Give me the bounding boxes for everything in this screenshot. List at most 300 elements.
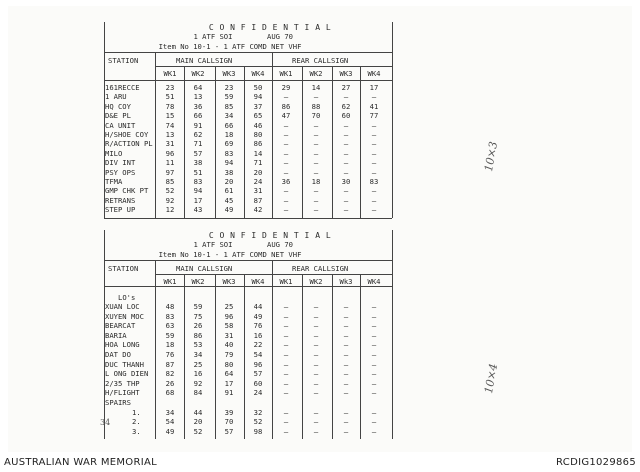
table-column-rule	[104, 230, 105, 439]
callsign-value: —	[313, 186, 319, 196]
callsign-value: 82	[165, 369, 175, 379]
callsign-value: —	[343, 330, 349, 340]
callsign-value: 41	[369, 101, 379, 111]
callsign-value: 49	[224, 205, 234, 215]
station-name: DUC THANH	[105, 359, 144, 369]
callsign-value: 34	[224, 111, 234, 121]
callsign-value: 92	[165, 195, 175, 205]
handwritten-page-number: 34	[100, 418, 111, 427]
callsign-value: —	[343, 195, 349, 205]
callsign-value: 76	[253, 321, 263, 331]
callsign-value: 29	[281, 83, 291, 92]
callsign-value: 76	[165, 350, 175, 359]
week-header: WK2	[309, 277, 323, 286]
callsign-value: 36	[281, 177, 291, 186]
callsign-value: 26	[165, 378, 175, 388]
callsign-value: 53	[193, 340, 203, 350]
table-column-rule	[215, 274, 216, 439]
callsign-value: 14	[311, 83, 321, 92]
week-header: WK4	[367, 69, 381, 78]
callsign-value: —	[313, 148, 319, 158]
station-name: L ONG DIEN	[105, 369, 149, 379]
callsign-value: —	[313, 158, 319, 168]
callsign-value: 31	[253, 186, 263, 196]
callsign-value: 85	[224, 101, 234, 111]
callsign-value: —	[343, 148, 349, 158]
callsign-value: 87	[253, 195, 263, 205]
main-callsign-header: MAIN CALLSIGN	[176, 56, 233, 65]
callsign-value: 57	[224, 426, 234, 436]
station-name: D&E PL	[105, 111, 131, 121]
station-name: 2/35 THP	[105, 378, 140, 388]
callsign-value: 46	[253, 120, 263, 130]
callsign-value: 83	[369, 177, 379, 186]
station-name: MILO	[105, 148, 123, 158]
table-column-rule	[155, 52, 156, 218]
callsign-value: 48	[165, 302, 175, 311]
callsign-value: 43	[193, 205, 203, 215]
callsign-value: 86	[281, 101, 291, 111]
table-column-rule	[104, 22, 105, 218]
callsign-value: —	[371, 340, 377, 350]
station-name: PSY OPS	[105, 167, 136, 177]
callsign-value: —	[371, 378, 377, 388]
callsign-value: 31	[224, 330, 234, 340]
callsign-value: —	[371, 195, 377, 205]
callsign-value: —	[283, 130, 289, 139]
week-header: WK1	[163, 277, 177, 286]
week-header: WK3	[222, 69, 236, 78]
callsign-value: —	[283, 359, 289, 369]
callsign-value: 40	[224, 340, 234, 350]
table-column-rule	[184, 66, 185, 218]
callsign-value: —	[313, 130, 319, 139]
callsign-value: —	[371, 407, 377, 417]
rear-callsign-header: REAR CALLSIGN	[292, 264, 349, 273]
callsign-value: 31	[165, 139, 175, 149]
station-name: H/FLIGHT	[105, 388, 140, 398]
callsign-value: —	[371, 139, 377, 149]
callsign-value: —	[283, 92, 289, 102]
callsign-value: 26	[193, 321, 203, 331]
callsign-value: —	[343, 350, 349, 359]
table-title: C O N F I D E N T I A L	[208, 23, 332, 32]
table-column-rule	[272, 260, 273, 439]
callsign-value: —	[313, 407, 319, 417]
callsign-value: —	[283, 205, 289, 215]
callsign-value: 75	[193, 311, 203, 321]
callsign-value: 22	[253, 340, 263, 350]
station-name: 161RECCE	[105, 83, 140, 92]
callsign-value: 96	[165, 148, 175, 158]
callsign-value: —	[313, 92, 319, 102]
table-column-rule	[184, 274, 185, 439]
callsign-value: 61	[224, 186, 234, 196]
callsign-value: 78	[165, 101, 175, 111]
callsign-value: —	[313, 350, 319, 359]
callsign-value: 38	[224, 167, 234, 177]
footer-bar	[0, 452, 640, 472]
callsign-value: —	[343, 426, 349, 436]
callsign-value: 27	[341, 83, 351, 92]
rear-callsign-header: REAR CALLSIGN	[292, 56, 349, 65]
callsign-value: 39	[224, 407, 234, 417]
station-name: HQ COY	[105, 101, 131, 111]
callsign-value: —	[371, 302, 377, 311]
callsign-value: 63	[165, 321, 175, 331]
callsign-value: 36	[193, 101, 203, 111]
callsign-value: —	[371, 426, 377, 436]
callsign-value: 69	[224, 139, 234, 149]
callsign-value: 94	[224, 158, 234, 168]
callsign-value: 47	[281, 111, 291, 121]
table-item-line: Item No 10-1 - 1 ATF COMD NET VHF	[158, 250, 302, 259]
week-header: WK2	[309, 69, 323, 78]
table-column-rule	[272, 52, 273, 218]
callsign-value: 57	[253, 369, 263, 379]
callsign-value: 51	[193, 167, 203, 177]
week-header: WK1	[163, 69, 177, 78]
station-name: 1.	[132, 407, 141, 417]
callsign-value: 23	[224, 83, 234, 92]
lo-subheading: LO's	[118, 293, 136, 302]
callsign-value: —	[343, 186, 349, 196]
callsign-value: —	[283, 417, 289, 427]
callsign-value: 38	[193, 158, 203, 168]
callsign-value: 62	[193, 130, 203, 139]
callsign-value: —	[371, 205, 377, 215]
callsign-value: 18	[165, 340, 175, 350]
week-header: WK4	[251, 277, 265, 286]
callsign-value: 91	[224, 388, 234, 398]
station-header: STATION	[108, 56, 139, 65]
callsign-value: —	[371, 167, 377, 177]
station-name: BARIA	[105, 330, 127, 340]
callsign-value: —	[283, 350, 289, 359]
callsign-value: 59	[193, 302, 203, 311]
callsign-value: —	[343, 407, 349, 417]
station-name: STEP UP	[105, 205, 136, 215]
callsign-value: —	[313, 195, 319, 205]
callsign-value: —	[371, 330, 377, 340]
callsign-value: 17	[193, 195, 203, 205]
station-name: RETRANS	[105, 195, 136, 205]
table-date: AUG 70	[267, 32, 293, 41]
callsign-value: 52	[165, 186, 175, 196]
week-header: WK4	[367, 277, 381, 286]
callsign-value: 64	[224, 369, 234, 379]
callsign-value: 58	[224, 321, 234, 331]
callsign-value: —	[313, 417, 319, 427]
callsign-value: —	[283, 407, 289, 417]
table-date: AUG 70	[267, 240, 293, 249]
callsign-value: 57	[193, 148, 203, 158]
table-column-rule	[244, 66, 245, 218]
callsign-value: —	[283, 186, 289, 196]
callsign-value: 24	[253, 388, 263, 398]
station-name: TFMA	[105, 177, 123, 186]
callsign-value: —	[371, 158, 377, 168]
callsign-value: 83	[224, 148, 234, 158]
callsign-value: 91	[193, 120, 203, 130]
table-column-rule	[360, 274, 361, 439]
table-column-rule	[215, 66, 216, 218]
callsign-value: 60	[253, 378, 263, 388]
callsign-value: —	[283, 311, 289, 321]
week-header: WK1	[279, 69, 293, 78]
callsign-value: —	[343, 311, 349, 321]
callsign-value: 14	[253, 148, 263, 158]
callsign-value: —	[343, 321, 349, 331]
callsign-value: 96	[253, 359, 263, 369]
callsign-value: 66	[193, 111, 203, 121]
callsign-value: —	[313, 426, 319, 436]
callsign-value: —	[313, 388, 319, 398]
week-header: WK1	[279, 277, 293, 286]
callsign-value: 88	[311, 101, 321, 111]
callsign-value: 70	[224, 417, 234, 427]
table-subtitle: 1 ATF SOI	[193, 32, 233, 41]
callsign-value: 71	[253, 158, 263, 168]
callsign-value: 66	[224, 120, 234, 130]
callsign-value: —	[313, 139, 319, 149]
callsign-value: —	[343, 369, 349, 379]
callsign-value: 70	[311, 111, 321, 121]
callsign-value: 94	[253, 92, 263, 102]
table-column-rule	[244, 274, 245, 439]
station-header: STATION	[108, 264, 139, 273]
callsign-value: 54	[253, 350, 263, 359]
callsign-value: —	[313, 378, 319, 388]
callsign-value: —	[371, 369, 377, 379]
callsign-value: —	[343, 92, 349, 102]
station-name: DIV INT	[105, 158, 136, 168]
callsign-value: —	[371, 92, 377, 102]
callsign-value: —	[313, 340, 319, 350]
callsign-value: —	[283, 426, 289, 436]
callsign-value: 20	[224, 177, 234, 186]
callsign-value: 60	[341, 111, 351, 121]
footer-record-id: RCDIG1029865	[556, 457, 636, 468]
station-name: CA UNIT	[105, 120, 136, 130]
callsign-value: 44	[193, 407, 203, 417]
callsign-value: —	[343, 359, 349, 369]
callsign-value: 52	[193, 426, 203, 436]
callsign-value: —	[313, 359, 319, 369]
callsign-value: —	[371, 359, 377, 369]
callsign-value: —	[343, 340, 349, 350]
table-column-rule	[332, 274, 333, 439]
callsign-value: —	[313, 369, 319, 379]
callsign-value: 42	[253, 205, 263, 215]
callsign-value: —	[313, 302, 319, 311]
callsign-value: 64	[193, 83, 203, 92]
callsign-value: —	[343, 130, 349, 139]
callsign-value: 44	[253, 302, 263, 311]
callsign-value: 23	[165, 83, 175, 92]
callsign-value: —	[343, 158, 349, 168]
callsign-value: 20	[193, 417, 203, 427]
callsign-value: —	[283, 120, 289, 130]
callsign-value: 83	[165, 311, 175, 321]
callsign-value: 18	[224, 130, 234, 139]
callsign-value: —	[343, 139, 349, 149]
callsign-value: 52	[253, 417, 263, 427]
callsign-value: 59	[224, 92, 234, 102]
callsign-value: —	[371, 321, 377, 331]
table-rule	[155, 274, 392, 275]
week-header: WK2	[191, 277, 205, 286]
callsign-value: 80	[253, 130, 263, 139]
main-callsign-header: MAIN CALLSIGN	[176, 264, 233, 273]
station-name: R/ACTION PL	[105, 139, 153, 149]
callsign-value: —	[371, 388, 377, 398]
table-column-rule	[155, 260, 156, 439]
table-column-rule	[392, 230, 393, 439]
table-column-rule	[332, 66, 333, 218]
callsign-value: 94	[193, 186, 203, 196]
week-header: WK2	[191, 69, 205, 78]
callsign-value: 62	[341, 101, 351, 111]
table-column-rule	[302, 274, 303, 439]
callsign-value: 16	[193, 369, 203, 379]
station-name: DAT DO	[105, 350, 131, 359]
table-item-line: Item No 10-1 - 1 ATF COMD NET VHF	[158, 42, 302, 51]
callsign-value: —	[283, 158, 289, 168]
callsign-value: 24	[253, 177, 263, 186]
callsign-value: 85	[165, 177, 175, 186]
handwritten-note-bottom: 10×4	[482, 362, 501, 395]
callsign-value: —	[371, 186, 377, 196]
callsign-value: 80	[224, 359, 234, 369]
callsign-value: —	[343, 120, 349, 130]
callsign-value: 25	[193, 359, 203, 369]
callsign-value: 86	[193, 330, 203, 340]
callsign-value: —	[313, 205, 319, 215]
callsign-value: 17	[224, 378, 234, 388]
callsign-value: 13	[165, 130, 175, 139]
callsign-value: 84	[193, 388, 203, 398]
table-column-rule	[392, 22, 393, 218]
footer-institution: AUSTRALIAN WAR MEMORIAL	[4, 457, 157, 468]
callsign-value: —	[371, 417, 377, 427]
table-rule	[104, 52, 392, 53]
callsign-value: 17	[369, 83, 379, 92]
callsign-value: 37	[253, 101, 263, 111]
callsign-value: 86	[253, 139, 263, 149]
callsign-value: 83	[193, 177, 203, 186]
callsign-value: 71	[193, 139, 203, 149]
callsign-value: 87	[165, 359, 175, 369]
table-rule	[104, 286, 392, 287]
table-rule	[104, 218, 392, 219]
callsign-value: —	[283, 302, 289, 311]
week-header: WK4	[251, 69, 265, 78]
table-rule	[155, 66, 392, 67]
callsign-value: 12	[165, 205, 175, 215]
callsign-value: —	[371, 130, 377, 139]
week-header: WK3	[339, 69, 353, 78]
callsign-value: 34	[193, 350, 203, 359]
callsign-value: 74	[165, 120, 175, 130]
callsign-value: 97	[165, 167, 175, 177]
callsign-value: 34	[165, 407, 175, 417]
callsign-value: 16	[253, 330, 263, 340]
callsign-value: —	[371, 350, 377, 359]
callsign-value: —	[343, 378, 349, 388]
station-name: 1 ARU	[105, 92, 127, 102]
callsign-value: 51	[165, 92, 175, 102]
station-name: BEARCAT	[105, 321, 136, 331]
callsign-value: —	[371, 148, 377, 158]
callsign-value: —	[313, 120, 319, 130]
table-title: C O N F I D E N T I A L	[208, 231, 332, 240]
callsign-value: —	[283, 321, 289, 331]
callsign-value: —	[283, 167, 289, 177]
table-column-rule	[360, 66, 361, 218]
callsign-value: —	[371, 311, 377, 321]
callsign-value: 18	[311, 177, 321, 186]
callsign-value: —	[343, 302, 349, 311]
callsign-value: —	[283, 340, 289, 350]
callsign-value: 92	[193, 378, 203, 388]
callsign-value: —	[283, 139, 289, 149]
callsign-value: 77	[369, 111, 379, 121]
station-name: H/SHOE COY	[105, 130, 149, 139]
callsign-value: 98	[253, 426, 263, 436]
callsign-value: —	[313, 330, 319, 340]
week-header: WK3	[222, 277, 236, 286]
station-name: HOA LONG	[105, 340, 140, 350]
week-header: Wk3	[339, 277, 353, 286]
callsign-value: 15	[165, 111, 175, 121]
callsign-value: —	[313, 321, 319, 331]
station-name: XUYEN MOC	[105, 311, 144, 321]
callsign-value: 25	[224, 302, 234, 311]
callsign-value: 49	[165, 426, 175, 436]
station-name: SPAIRS	[105, 398, 131, 407]
callsign-value: 65	[253, 111, 263, 121]
callsign-value: 20	[253, 167, 263, 177]
callsign-value: —	[343, 388, 349, 398]
callsign-value: —	[283, 148, 289, 158]
callsign-value: 30	[341, 177, 351, 186]
callsign-value: 49	[253, 311, 263, 321]
callsign-value: —	[283, 369, 289, 379]
callsign-value: —	[283, 388, 289, 398]
callsign-value: 32	[253, 407, 263, 417]
handwritten-note-top: 10×3	[482, 140, 501, 173]
callsign-value: —	[283, 195, 289, 205]
callsign-value: —	[283, 330, 289, 340]
callsign-value: —	[313, 167, 319, 177]
callsign-value: 59	[165, 330, 175, 340]
station-name: GMP CHK PT	[105, 186, 149, 196]
callsign-value: —	[343, 167, 349, 177]
callsign-value: 13	[193, 92, 203, 102]
callsign-value: —	[313, 311, 319, 321]
callsign-value: 68	[165, 388, 175, 398]
callsign-value: 50	[253, 83, 263, 92]
station-name: 2.	[132, 417, 141, 427]
callsign-value: 11	[165, 158, 175, 168]
callsign-value: 96	[224, 311, 234, 321]
callsign-value: —	[371, 120, 377, 130]
callsign-value: —	[283, 378, 289, 388]
callsign-value: —	[343, 417, 349, 427]
callsign-value: 45	[224, 195, 234, 205]
station-name: XUAN LOC	[105, 302, 140, 311]
